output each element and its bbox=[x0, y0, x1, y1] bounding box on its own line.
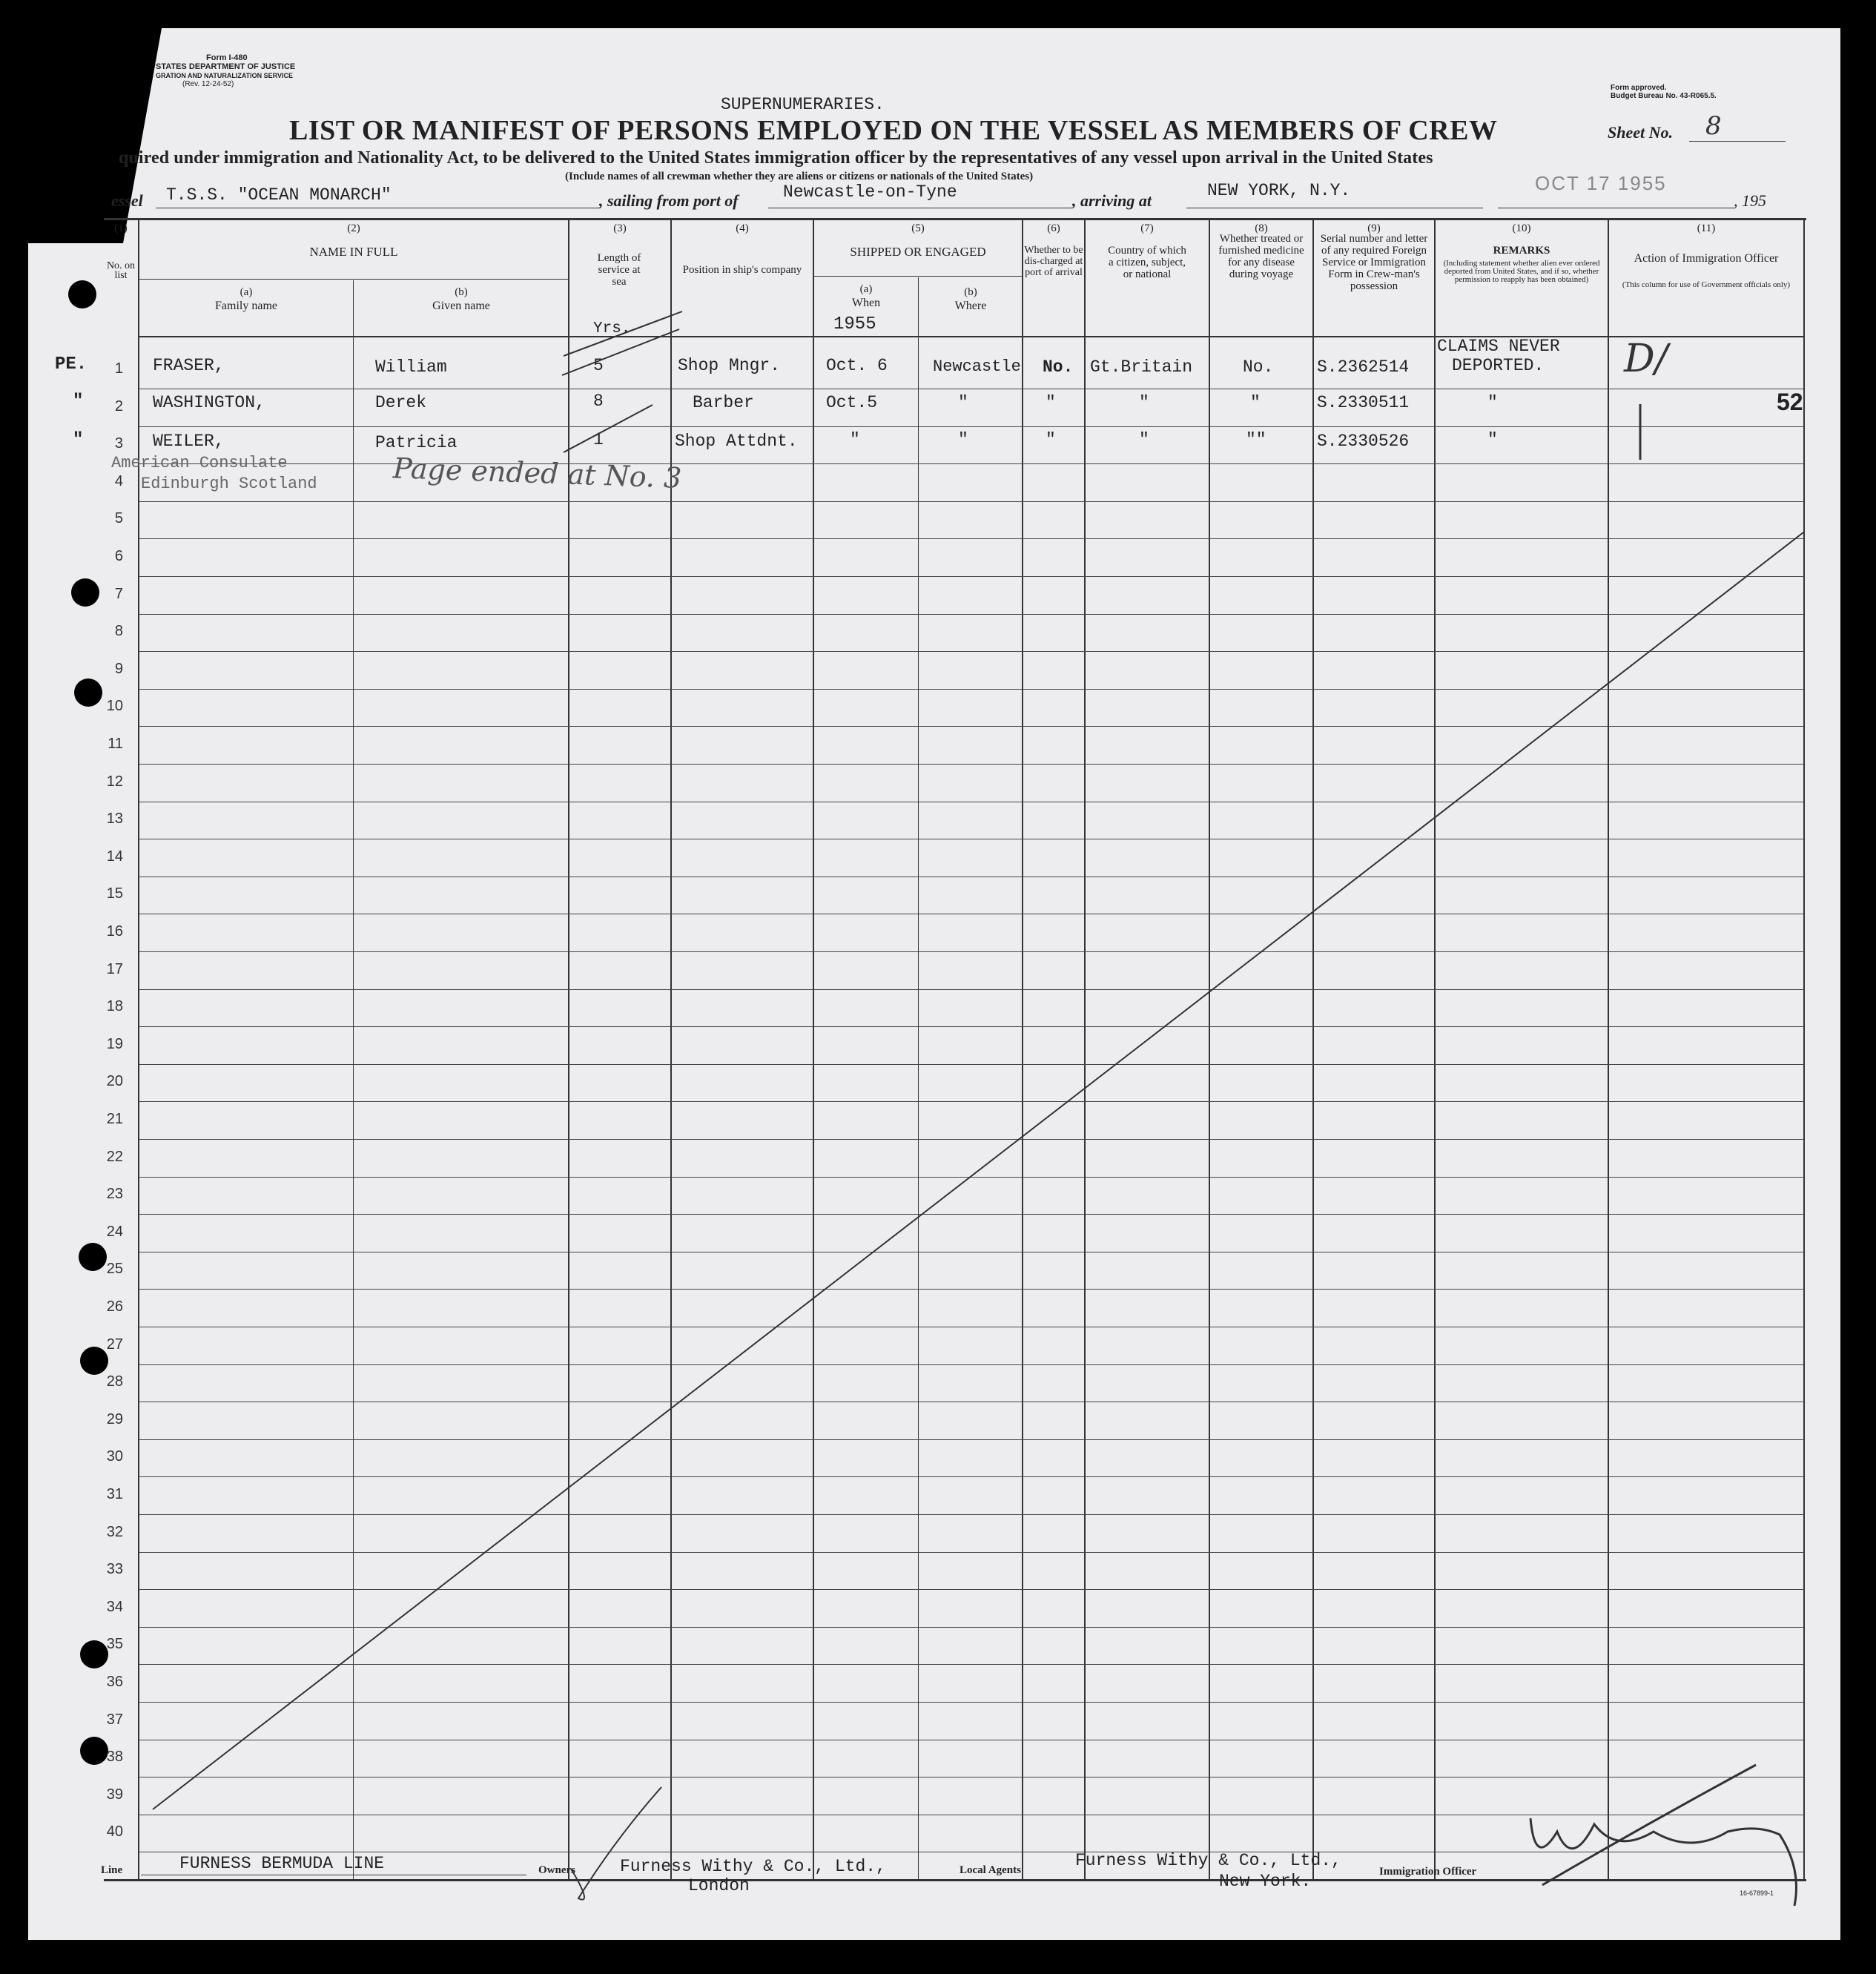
col-number-7: (7) bbox=[1140, 222, 1154, 234]
shipped-when: Oct.5 bbox=[826, 393, 878, 412]
country: Gt.Britain bbox=[1090, 357, 1193, 377]
supernumeraries-heading: SUPERNUMERARIES. bbox=[721, 95, 885, 114]
revision-date: (Rev. 12-24-52) bbox=[182, 80, 234, 88]
row-number: 20 bbox=[106, 1073, 123, 1090]
sheet-number: 8 bbox=[1705, 111, 1722, 141]
row-number: 19 bbox=[106, 1035, 123, 1052]
row-number: 6 bbox=[114, 548, 123, 564]
col-number-4: (4) bbox=[736, 222, 749, 234]
row-number: 18 bbox=[106, 998, 123, 1015]
agents-city: New York. bbox=[1219, 1872, 1312, 1891]
arriving-label: , arriving at bbox=[1072, 191, 1152, 210]
length-of-service: 1 bbox=[593, 430, 604, 449]
row-number: 29 bbox=[106, 1410, 123, 1427]
position: Shop Attdnt. bbox=[675, 432, 798, 451]
row-number: 1 bbox=[114, 360, 123, 377]
service-name: GRATION AND NATURALIZATION SERVICE bbox=[156, 72, 293, 79]
row-number: 3 bbox=[114, 435, 123, 452]
remarks: " bbox=[1487, 393, 1498, 412]
family-name: WEILER, bbox=[153, 432, 225, 451]
row-number: 9 bbox=[114, 660, 123, 677]
row-number: 2 bbox=[114, 397, 123, 415]
row-number: 31 bbox=[106, 1486, 123, 1502]
row-number: 30 bbox=[106, 1448, 123, 1465]
remarks: CLAIMS NEVER bbox=[1437, 337, 1560, 356]
discharged: " bbox=[1046, 430, 1056, 449]
col-number-10: (10) bbox=[1512, 222, 1531, 234]
form-approved: Form approved. bbox=[1611, 84, 1667, 92]
row-number: 38 bbox=[106, 1749, 123, 1766]
header-no-on-list: No. on list bbox=[106, 260, 136, 281]
row-number: 12 bbox=[106, 773, 123, 790]
years-unit: Yrs. bbox=[593, 320, 631, 337]
row-number: 5 bbox=[114, 510, 123, 527]
header-name-in-full: NAME IN FULL bbox=[309, 245, 398, 259]
row-number: 15 bbox=[106, 885, 123, 902]
header-country: Country of which a citizen, subject, or national bbox=[1108, 245, 1186, 280]
header-remarks: REMARKS bbox=[1493, 245, 1550, 257]
col-number-3: (3) bbox=[613, 222, 627, 234]
row-number: 33 bbox=[106, 1561, 123, 1578]
position: Barber bbox=[693, 393, 754, 412]
owners-name: Furness Withy & Co., Ltd., bbox=[620, 1857, 886, 1876]
sailing-port: Newcastle-on-Tyne bbox=[783, 182, 957, 202]
header-remarks-note: (Including statement whether alien ever ordered deported from United States, and if so, whether permission to reapply has been obtained) bbox=[1443, 259, 1600, 284]
serial-number: S.2362514 bbox=[1317, 357, 1410, 377]
agency-name: STATES DEPARTMENT OF JUSTICE bbox=[156, 62, 296, 71]
position: Shop Mngr. bbox=[678, 356, 781, 375]
given-name: Patricia bbox=[375, 433, 458, 452]
row-number: 14 bbox=[106, 848, 123, 865]
arrival-port: NEW YORK, N.Y. bbox=[1207, 181, 1351, 200]
col-number-1: (1) bbox=[114, 222, 128, 234]
given-name: Derek bbox=[375, 393, 427, 412]
budget-bureau-no: Budget Bureau No. 43-R065.5. bbox=[1611, 92, 1717, 100]
page-title: LIST OR MANIFEST OF PERSONS EMPLOYED ON THE VESSEL AS MEMBERS OF CREW bbox=[289, 115, 1498, 146]
row-number: 17 bbox=[106, 960, 123, 977]
vessel-label: essel bbox=[111, 191, 143, 210]
row-number: 10 bbox=[106, 698, 123, 715]
given-name: William bbox=[375, 357, 447, 377]
row-prefix: " bbox=[73, 392, 84, 412]
remarks-line-2: DEPORTED. bbox=[1452, 356, 1545, 375]
country: " bbox=[1139, 430, 1149, 449]
shipped-where: " bbox=[958, 430, 968, 449]
year-suffix: , 195 bbox=[1734, 191, 1766, 210]
owners-city: London bbox=[688, 1876, 750, 1895]
serial-number: S.2330526 bbox=[1317, 432, 1410, 451]
officer-label: Immigration Officer bbox=[1379, 1866, 1477, 1878]
row-number: 35 bbox=[106, 1636, 123, 1653]
subtitle-note: (Include names of all crewman whether they are aliens or citizens or nationals of the United States) bbox=[565, 171, 1034, 182]
form-number: Form I-480 bbox=[206, 53, 248, 62]
row-prefix: PE. bbox=[55, 354, 87, 374]
treated: "" bbox=[1246, 430, 1266, 449]
shipped-where: Newcastle bbox=[933, 357, 1021, 376]
row-number: 24 bbox=[106, 1223, 123, 1240]
header-discharged: Whether to be dis-charged at port of arrival bbox=[1024, 245, 1083, 278]
agents-name: Furness Withy & Co., Ltd., bbox=[1075, 1851, 1341, 1870]
header-when: When bbox=[851, 297, 881, 309]
row-prefix: " bbox=[73, 430, 84, 450]
row-number: 40 bbox=[106, 1823, 123, 1841]
discharged: No. bbox=[1043, 357, 1074, 377]
row-number: 26 bbox=[106, 1298, 123, 1315]
consulate-stamp-line-2: Edinburgh Scotland bbox=[141, 475, 317, 493]
header-family-name: Family name bbox=[215, 300, 277, 312]
shipped-where: " bbox=[958, 393, 968, 412]
row-number: 27 bbox=[106, 1336, 123, 1353]
line-name: FURNESS BERMUDA LINE bbox=[179, 1854, 385, 1873]
action-mark: D/ bbox=[1624, 337, 1668, 381]
consulate-stamp-line-1: American Consulate bbox=[111, 454, 288, 472]
header-action-note: (This column for use of Government officials only) bbox=[1622, 280, 1791, 289]
length-of-service: 8 bbox=[593, 392, 604, 411]
arrival-date-stamp: OCT 17 1955 bbox=[1535, 172, 1667, 194]
length-of-service: 5 bbox=[593, 356, 604, 375]
header-given-b: (b) bbox=[455, 286, 468, 298]
country: " bbox=[1139, 393, 1149, 412]
year-header: 1955 bbox=[833, 314, 876, 334]
row-number: 11 bbox=[108, 736, 123, 752]
shipped-when: Oct. 6 bbox=[826, 356, 888, 375]
header-action: Action of Immigration Officer bbox=[1634, 252, 1779, 265]
treated: No. bbox=[1243, 357, 1274, 377]
owners-label: Owners bbox=[538, 1864, 575, 1876]
header-where-b: (b) bbox=[964, 286, 977, 298]
col-number-11: (11) bbox=[1697, 222, 1716, 234]
vessel-name: T.S.S. "OCEAN MONARCH" bbox=[166, 185, 392, 205]
discharged: " bbox=[1046, 393, 1056, 412]
margin-number: 52 bbox=[1777, 389, 1803, 415]
treated: " bbox=[1250, 393, 1261, 412]
row-number: 22 bbox=[106, 1148, 123, 1165]
page-ended-note: Page ended at No. 3 bbox=[392, 452, 683, 495]
subtitle: quired under immigration and Nationality Act, to be delivered to the United States immigration officer by the representatives of any vessel upon arrival in the United States bbox=[119, 148, 1433, 168]
row-number: 8 bbox=[114, 623, 123, 640]
col-number-8: (8) bbox=[1255, 222, 1268, 234]
header-where: Where bbox=[954, 300, 987, 312]
row-number: 32 bbox=[106, 1523, 123, 1540]
row-number: 39 bbox=[106, 1786, 123, 1803]
row-number: 7 bbox=[114, 585, 123, 602]
row-number: 23 bbox=[106, 1186, 123, 1203]
header-treated: Whether treated or furnished medicine for any disease during voyage bbox=[1218, 233, 1304, 280]
row-number: 21 bbox=[106, 1111, 123, 1127]
col-number-9: (9) bbox=[1367, 222, 1381, 234]
header-when-a: (a) bbox=[859, 283, 873, 295]
header-position: Position in ship's company bbox=[682, 264, 802, 276]
print-code: 16-67899-1 bbox=[1740, 1889, 1774, 1897]
header-serial: Serial number and letter of any required Foreign Service or Immigration Form in Crew-man's possession bbox=[1320, 233, 1428, 292]
header-length: Length of service at sea bbox=[597, 252, 641, 288]
sailing-label: , sailing from port of bbox=[599, 191, 739, 210]
header-given-name: Given name bbox=[432, 300, 490, 312]
header-shipped: SHIPPED OR ENGAGED bbox=[850, 245, 986, 259]
col-number-6: (6) bbox=[1047, 222, 1060, 234]
row-number: 37 bbox=[106, 1711, 123, 1728]
col-number-2: (2) bbox=[347, 222, 360, 234]
row-number: 34 bbox=[106, 1598, 123, 1615]
shipped-when: " bbox=[850, 430, 860, 449]
family-name: WASHINGTON, bbox=[153, 393, 265, 412]
row-number: 36 bbox=[106, 1674, 123, 1690]
row-number: 25 bbox=[106, 1261, 123, 1278]
family-name: FRASER, bbox=[153, 356, 225, 375]
row-number: 13 bbox=[106, 811, 123, 828]
serial-number: S.2330511 bbox=[1317, 393, 1410, 412]
sheet-label: Sheet No. bbox=[1608, 123, 1673, 142]
agents-label: Local Agents bbox=[960, 1864, 1021, 1876]
row-number: 16 bbox=[106, 923, 123, 940]
line-label: Line bbox=[101, 1864, 123, 1876]
col-number-5: (5) bbox=[911, 222, 925, 234]
header-family-a: (a) bbox=[240, 286, 253, 298]
remarks: " bbox=[1487, 430, 1498, 449]
row-number: 28 bbox=[106, 1373, 123, 1390]
row-number: 4 bbox=[114, 472, 123, 489]
